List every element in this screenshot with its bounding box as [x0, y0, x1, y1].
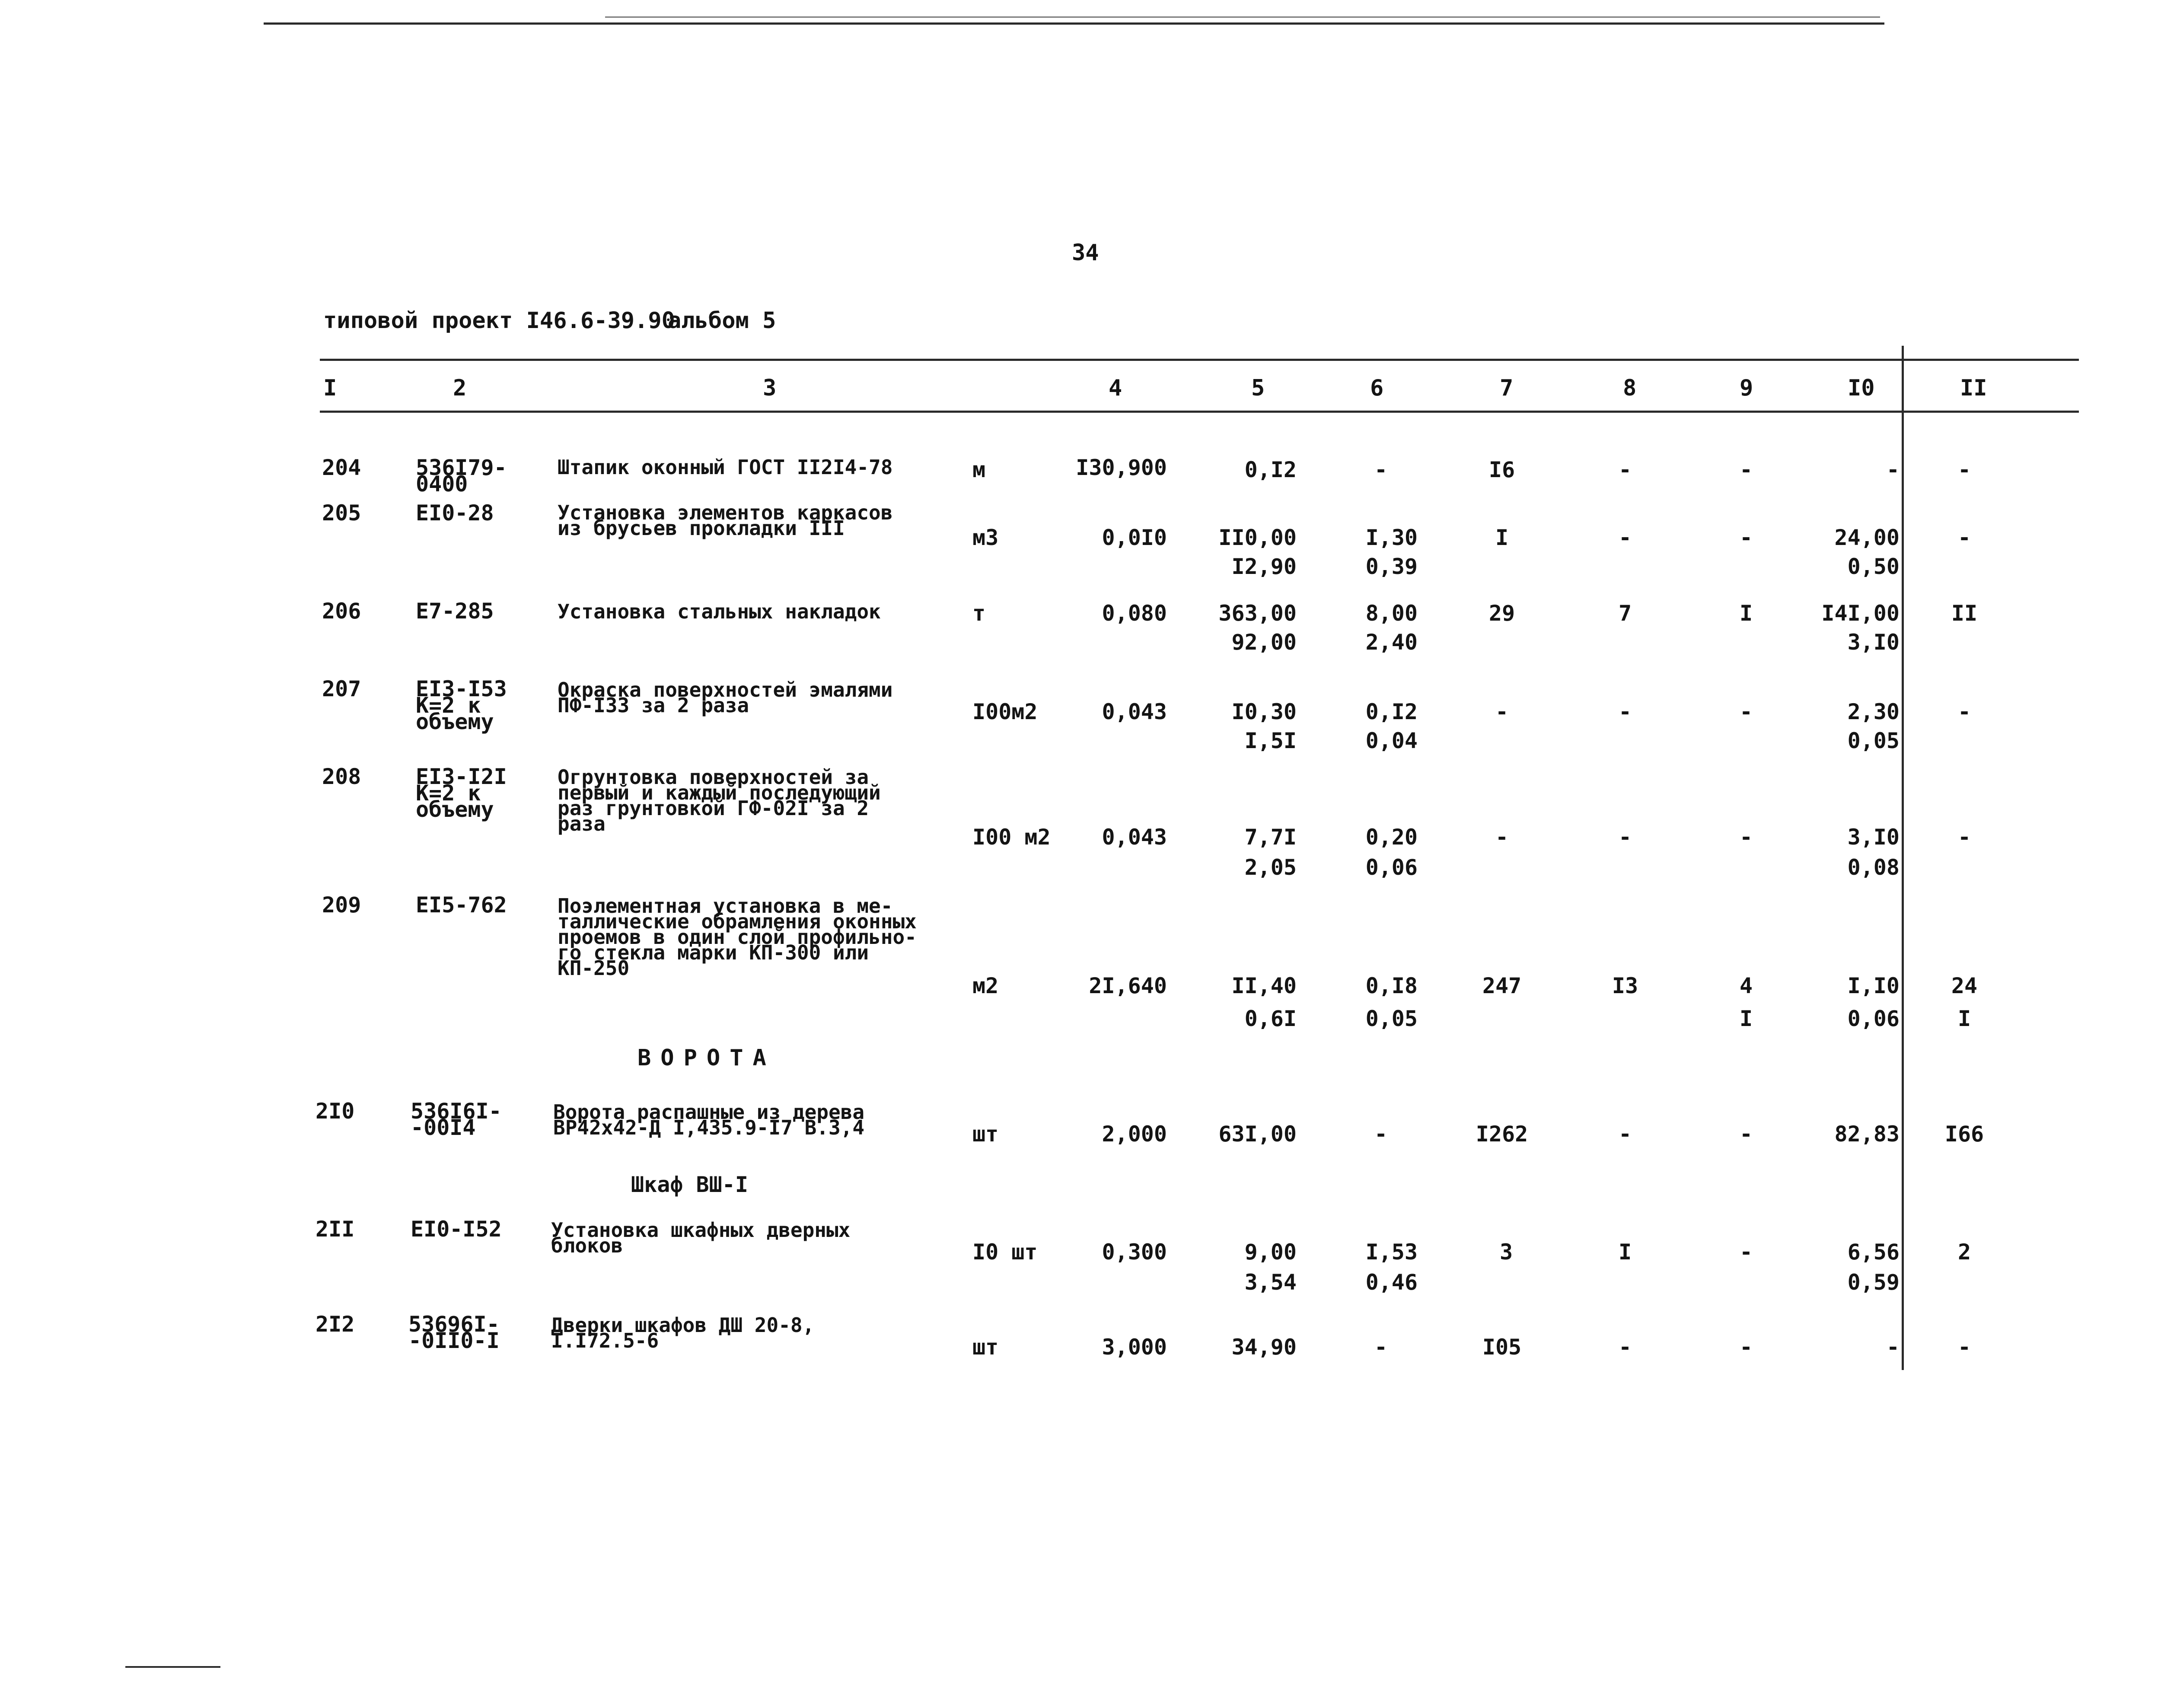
- row-205-desc: Установка элементов каркасов из брусьев прокладки III: [558, 501, 893, 540]
- row-204-unit: м: [972, 457, 986, 482]
- row-210-desc: Ворота распашные из дерева ВР42х42-Д I,435.9-I7 В.3,4: [553, 1100, 865, 1139]
- row-206-c5b: 92,00: [1231, 630, 1297, 655]
- row-208-c11: -: [1957, 825, 1971, 850]
- row-206-unit: т: [972, 601, 986, 626]
- row-210-c9: -: [1739, 1122, 1753, 1147]
- row-208-c10: 3,I0: [1847, 825, 1900, 850]
- row-208-c9: -: [1739, 825, 1753, 850]
- row-209-no: 209: [322, 892, 361, 918]
- top-border-line-2: [605, 16, 1880, 18]
- row-212-desc: Дверки шкафов ДШ 20-8, I.I72.5-6: [551, 1313, 815, 1352]
- row-211-c7: 3: [1499, 1240, 1513, 1265]
- row-208-c6: 0,20: [1365, 825, 1418, 850]
- row-211-c5: 9,00: [1244, 1240, 1297, 1265]
- row-209-desc: Поэлементная установка в ме- таллические обрамления оконных проемов в один слой профильно- го стекла марки КП-300 или КП-250: [558, 894, 917, 980]
- row-207-code: EI3-I53 К=2 к объему: [416, 676, 507, 734]
- col-header-1: I: [323, 375, 337, 401]
- row-206-c7: 29: [1488, 601, 1515, 626]
- row-208-code: EI3-I2I К=2 к объему: [416, 764, 507, 822]
- row-207-c5: I0,30: [1231, 699, 1297, 724]
- row-211-qty: 0,300: [1102, 1240, 1167, 1265]
- row-204-c8: -: [1618, 457, 1632, 482]
- row-212-c6: -: [1374, 1335, 1388, 1360]
- row-209-c5: II,40: [1231, 973, 1297, 998]
- row-205-qty: 0,0I0: [1102, 525, 1167, 550]
- col-header-10: I0: [1848, 375, 1875, 401]
- row-207-qty: 0,043: [1102, 699, 1167, 724]
- row-211-no: 2II: [316, 1217, 355, 1242]
- row-210-c6: -: [1374, 1122, 1388, 1147]
- top-border-line: [264, 22, 1884, 25]
- row-205-c8: -: [1618, 525, 1632, 550]
- row-212-c10: -: [1886, 1335, 1900, 1360]
- page-number: 34: [1072, 240, 1099, 266]
- row-210-qty: 2,000: [1102, 1122, 1167, 1147]
- row-210-c8: -: [1618, 1122, 1632, 1147]
- row-212-code: 53696I- -0II0-I: [408, 1312, 500, 1353]
- row-205-code: EI0-28: [416, 500, 494, 526]
- row-208-c6b: 0,06: [1365, 855, 1418, 880]
- row-210-c10: 82,83: [1834, 1122, 1900, 1147]
- row-210-code: 536I6I- -00I4: [411, 1099, 502, 1140]
- row-211-c9: -: [1739, 1240, 1753, 1265]
- row-206-c10: I4I,00: [1821, 601, 1900, 626]
- row-208-no: 208: [322, 764, 361, 789]
- row-207-c6: 0,I2: [1365, 699, 1418, 724]
- row-209-c11b: I: [1957, 1006, 1971, 1031]
- row-204-c11: -: [1957, 457, 1971, 482]
- row-206-qty: 0,080: [1102, 601, 1167, 626]
- row-209-code: EI5-762: [416, 892, 507, 918]
- section-cabinet: Шкаф ВШ-I: [631, 1172, 748, 1197]
- row-206-c6: 8,00: [1365, 601, 1418, 626]
- table-header-bottom-line: [320, 411, 2079, 413]
- col-header-7: 7: [1500, 375, 1514, 401]
- row-206-c6b: 2,40: [1365, 630, 1418, 655]
- row-204-c6: -: [1374, 457, 1388, 482]
- row-211-c8: I: [1618, 1240, 1632, 1265]
- row-204-c9: -: [1739, 457, 1753, 482]
- row-206-no: 206: [322, 599, 361, 624]
- col-header-2: 2: [453, 375, 467, 401]
- row-209-c5b: 0,6I: [1244, 1006, 1297, 1031]
- project-title: типовой проект I46.6-39.90: [323, 308, 675, 334]
- row-207-c6b: 0,04: [1365, 728, 1418, 753]
- row-209-c11: 24: [1951, 973, 1978, 998]
- row-205-c10: 24,00: [1834, 525, 1900, 550]
- row-212-no: 2I2: [316, 1312, 355, 1337]
- row-209-c8: I3: [1612, 973, 1638, 998]
- col-header-6: 6: [1370, 375, 1384, 401]
- row-206-code: E7-285: [416, 599, 494, 624]
- col-header-8: 8: [1623, 375, 1637, 401]
- row-204-qty: I30,900: [1076, 455, 1167, 480]
- row-209-c7: 247: [1482, 973, 1522, 998]
- row-212-qty: 3,000: [1102, 1335, 1167, 1360]
- row-204-c7: I6: [1488, 457, 1515, 482]
- row-205-c5: II0,00: [1218, 525, 1297, 550]
- row-211-unit: I0 шт: [972, 1240, 1038, 1265]
- row-210-unit: шт: [972, 1122, 999, 1147]
- column-10-11-divider: [1902, 346, 1904, 1370]
- row-209-c10b: 0,06: [1847, 1006, 1900, 1031]
- row-211-c10: 6,56: [1847, 1240, 1900, 1265]
- row-209-c6: 0,I8: [1365, 973, 1418, 998]
- row-211-c10b: 0,59: [1847, 1270, 1900, 1295]
- row-212-c7: I05: [1482, 1335, 1522, 1360]
- row-205-no: 205: [322, 500, 361, 526]
- row-212-unit: шт: [972, 1335, 999, 1360]
- row-209-qty: 2I,640: [1089, 973, 1167, 998]
- row-209-c9b: I: [1739, 1006, 1753, 1031]
- row-207-c11: -: [1957, 699, 1971, 724]
- row-209-unit: м2: [972, 973, 999, 998]
- row-208-qty: 0,043: [1102, 825, 1167, 850]
- col-header-9: 9: [1740, 375, 1753, 401]
- row-207-c10: 2,30: [1847, 699, 1900, 724]
- row-210-c11: I66: [1944, 1122, 1984, 1147]
- row-210-c7: I262: [1476, 1122, 1528, 1147]
- row-208-c7: -: [1495, 825, 1509, 850]
- row-205-c6b: 0,39: [1365, 554, 1418, 579]
- album-label: альбом 5: [668, 308, 776, 334]
- row-205-c9: -: [1739, 525, 1753, 550]
- row-204-c5: 0,I2: [1244, 457, 1297, 482]
- row-205-unit: м3: [972, 525, 999, 550]
- row-204-code: 536I79- 0400: [416, 455, 507, 497]
- row-206-c9: I: [1739, 601, 1753, 626]
- row-208-c5: 7,7I: [1244, 825, 1297, 850]
- row-207-c9: -: [1739, 699, 1753, 724]
- row-205-c6: I,30: [1365, 525, 1418, 550]
- col-header-3: 3: [763, 375, 777, 401]
- row-204-no: 204: [322, 455, 361, 480]
- row-211-c6b: 0,46: [1365, 1270, 1418, 1295]
- row-211-desc: Установка шкафных дверных блоков: [551, 1218, 851, 1257]
- row-212-c11: -: [1957, 1335, 1971, 1360]
- row-211-c11: 2: [1957, 1240, 1971, 1265]
- row-205-c11: -: [1957, 525, 1971, 550]
- row-209-c10: I,I0: [1847, 973, 1900, 998]
- row-208-c8: -: [1618, 825, 1632, 850]
- section-gates: ВОРОТА: [637, 1045, 776, 1071]
- row-212-c8: -: [1618, 1335, 1632, 1360]
- row-204-c10: -: [1886, 457, 1900, 482]
- row-205-c10b: 0,50: [1847, 554, 1900, 579]
- row-207-c7: -: [1495, 699, 1509, 724]
- bottom-left-mark: [125, 1666, 220, 1668]
- row-208-c5b: 2,05: [1244, 855, 1297, 880]
- row-207-no: 207: [322, 676, 361, 701]
- row-210-c5: 63I,00: [1218, 1122, 1297, 1147]
- row-206-c11: II: [1951, 601, 1978, 626]
- row-209-c9: 4: [1739, 973, 1753, 998]
- row-207-c10b: 0,05: [1847, 728, 1900, 753]
- row-211-c5b: 3,54: [1244, 1270, 1297, 1295]
- row-207-desc: Окраска поверхностей эмалями ПФ-I33 за 2 раза: [558, 678, 893, 717]
- row-209-c6b: 0,05: [1365, 1006, 1418, 1031]
- table-top-line: [320, 359, 2079, 361]
- row-205-c7: I: [1495, 525, 1509, 550]
- row-207-unit: I00м2: [972, 699, 1038, 724]
- col-header-4: 4: [1109, 375, 1122, 401]
- row-211-code: EI0-I52: [411, 1217, 502, 1242]
- row-206-desc: Установка стальных накладок: [558, 600, 881, 623]
- row-211-c6: I,53: [1365, 1240, 1418, 1265]
- row-208-c10b: 0,08: [1847, 855, 1900, 880]
- row-206-c5: 363,00: [1218, 601, 1297, 626]
- row-205-c5b: I2,90: [1231, 554, 1297, 579]
- col-header-5: 5: [1251, 375, 1265, 401]
- row-210-no: 2I0: [316, 1099, 355, 1124]
- row-207-c8: -: [1618, 699, 1632, 724]
- col-header-11: II: [1960, 375, 1987, 401]
- row-212-c5: 34,90: [1231, 1335, 1297, 1360]
- row-206-c8: 7: [1618, 601, 1632, 626]
- row-207-c5b: I,5I: [1244, 728, 1297, 753]
- row-206-c10b: 3,I0: [1847, 630, 1900, 655]
- row-212-c9: -: [1739, 1335, 1753, 1360]
- row-208-unit: I00 м2: [972, 825, 1051, 850]
- row-204-desc: Штапик оконный ГОСТ II2I4-78: [558, 456, 893, 479]
- row-208-desc: Огрунтовка поверхностей за первый и каждый последующий раз грунтовкой ГФ-02I за 2 раза: [558, 765, 881, 835]
